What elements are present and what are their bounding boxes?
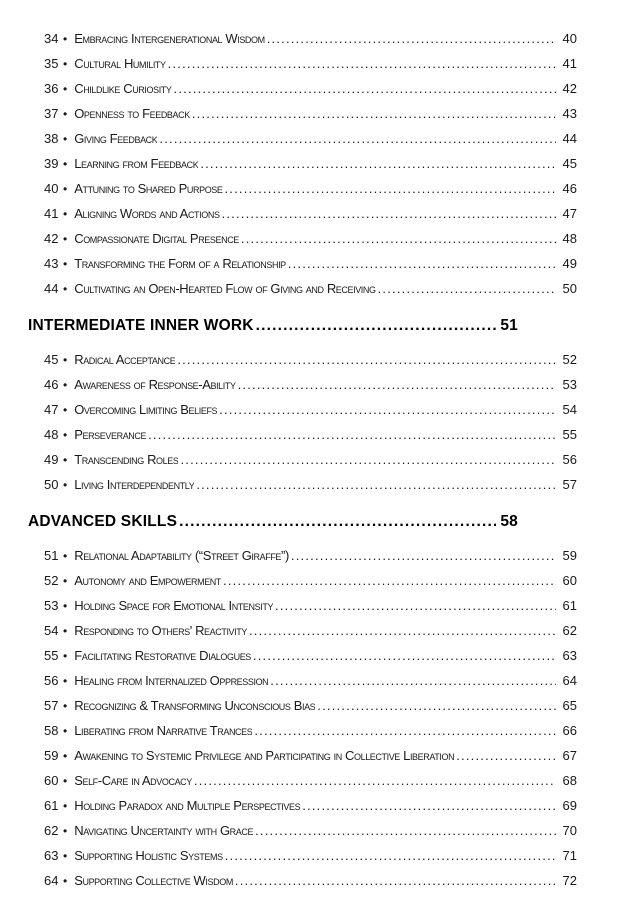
entry-title: Aligning Words and Actions (74, 206, 220, 221)
dot-leader (291, 543, 556, 568)
dot-leader (456, 743, 556, 768)
bullet-icon: • (63, 649, 68, 663)
entry-number: 48 (44, 427, 59, 442)
bullet-icon: • (63, 549, 68, 563)
entry-page-number: 41 (562, 56, 577, 71)
entry-title: Responding to Others' Reactivity (74, 623, 247, 638)
entry-page-number: 50 (562, 281, 577, 296)
toc-entry[interactable] (28, 226, 577, 251)
bullet-icon: • (63, 132, 68, 146)
entry-page-number: 69 (562, 798, 577, 813)
entry-number: 43 (44, 256, 59, 271)
entry-page-number: 54 (562, 402, 577, 417)
dot-leader (378, 276, 556, 301)
entry-page-number: 44 (562, 131, 577, 146)
entry-title: Recognizing & Transforming Unconscious Bias (74, 698, 316, 713)
bullet-icon: • (63, 874, 68, 888)
entry-number: 63 (44, 848, 59, 863)
bullet-icon: • (63, 428, 68, 442)
entry-number: 62 (44, 823, 59, 838)
dot-leader (267, 26, 556, 51)
entry-title: Attuning to Shared Purpose (74, 181, 223, 196)
entry-number: 51 (44, 548, 59, 563)
toc-entry[interactable] (28, 868, 577, 893)
entry-page-number: 67 (562, 748, 577, 763)
dot-leader (174, 76, 556, 101)
entry-number: 41 (44, 206, 59, 221)
entry-title: Compassionate Digital Presence (74, 231, 239, 246)
bullet-icon: • (63, 32, 68, 46)
bullet-icon: • (63, 699, 68, 713)
bullet-icon: • (63, 453, 68, 467)
entry-page-number: 49 (562, 256, 577, 271)
entry-title: Living Interdependently (74, 477, 195, 492)
toc-entry[interactable] (28, 422, 577, 447)
entry-title: Navigating Uncertainty with Grace (74, 823, 254, 838)
dot-leader (179, 509, 496, 535)
entry-title: Healing from Internalized Oppression (74, 673, 269, 688)
entry-number: 37 (44, 106, 59, 121)
entry-title: Overcoming Limiting Beliefs (74, 402, 218, 417)
toc-entry[interactable] (28, 793, 577, 818)
section-page-number: 58 (500, 513, 518, 530)
dot-leader (270, 668, 556, 693)
entry-page-number: 45 (562, 156, 577, 171)
toc-entry[interactable] (28, 643, 577, 668)
entry-page-number: 42 (562, 81, 577, 96)
toc-entry[interactable] (28, 372, 577, 397)
entry-number: 36 (44, 81, 59, 96)
entry-title: Learning from Feedback (74, 156, 199, 171)
entry-page-number: 43 (562, 106, 577, 121)
toc-entry[interactable] (28, 397, 577, 422)
dot-leader (168, 51, 556, 76)
bullet-icon: • (63, 378, 68, 392)
dot-leader (194, 768, 556, 793)
bullet-icon: • (63, 207, 68, 221)
bullet-icon: • (63, 674, 68, 688)
bullet-icon: • (63, 232, 68, 246)
dot-leader (225, 176, 557, 201)
toc-entry[interactable] (28, 568, 577, 593)
dot-leader (225, 843, 556, 868)
toc-entry[interactable] (28, 718, 577, 743)
entry-number: 39 (44, 156, 59, 171)
bullet-icon: • (63, 574, 68, 588)
entry-page-number: 62 (562, 623, 577, 638)
entry-number: 44 (44, 281, 59, 296)
toc-entry[interactable] (28, 543, 577, 568)
bullet-icon: • (63, 724, 68, 738)
entry-title: Holding Paradox and Multiple Perspectives (74, 798, 301, 813)
entry-number: 64 (44, 873, 59, 888)
dot-leader (238, 372, 556, 397)
entry-number: 38 (44, 131, 59, 146)
entry-page-number: 53 (562, 377, 577, 392)
toc-entry[interactable] (28, 276, 577, 301)
bullet-icon: • (63, 353, 68, 367)
bullet-icon: • (63, 403, 68, 417)
entry-number: 46 (44, 377, 59, 392)
entry-page-number: 59 (562, 548, 577, 563)
toc-entry[interactable] (28, 768, 577, 793)
dot-leader (180, 447, 556, 472)
entry-page-number: 71 (562, 848, 577, 863)
toc-entry[interactable] (28, 347, 577, 372)
entry-title: Autonomy and Empowerment (74, 573, 222, 588)
dot-leader (255, 818, 556, 843)
entry-page-number: 72 (562, 873, 577, 888)
dot-leader (222, 201, 556, 226)
bullet-icon: • (63, 799, 68, 813)
toc-list (28, 26, 577, 893)
bullet-icon: • (63, 82, 68, 96)
dot-leader (256, 313, 497, 339)
dot-leader (159, 126, 556, 151)
entry-title: Embracing Intergenerational Wisdom (74, 31, 265, 46)
entry-page-number: 57 (562, 477, 577, 492)
entry-number: 59 (44, 748, 59, 763)
toc-entry[interactable] (28, 472, 577, 497)
entry-title: Childlike Curiosity (74, 81, 172, 96)
bullet-icon: • (63, 824, 68, 838)
section-heading-label: INTERMEDIATE INNER WORK (28, 317, 254, 334)
entry-page-number: 68 (562, 773, 577, 788)
entry-page-number: 56 (562, 452, 577, 467)
entry-number: 47 (44, 402, 59, 417)
entry-number: 35 (44, 56, 59, 71)
entry-number: 53 (44, 598, 59, 613)
bullet-icon: • (63, 182, 68, 196)
toc-entry[interactable] (28, 151, 577, 176)
entry-number: 50 (44, 477, 59, 492)
entry-title: Awakening to Systemic Privilege and Participating in Collective Liberation (74, 748, 455, 763)
dot-leader (235, 868, 556, 893)
dot-leader (196, 472, 556, 497)
entry-page-number: 46 (562, 181, 577, 196)
toc-entry[interactable] (28, 76, 577, 101)
dot-leader (288, 251, 556, 276)
entry-page-number: 47 (562, 206, 577, 221)
bullet-icon: • (63, 624, 68, 638)
bullet-icon: • (63, 282, 68, 296)
entry-page-number: 70 (562, 823, 577, 838)
toc-entry[interactable] (28, 201, 577, 226)
entry-number: 56 (44, 673, 59, 688)
bullet-icon: • (63, 849, 68, 863)
entry-number: 34 (44, 31, 59, 46)
entry-number: 42 (44, 231, 59, 246)
dot-leader (219, 397, 556, 422)
bullet-icon: • (63, 599, 68, 613)
entry-title: Cultivating an Open-Hearted Flow of Giving and Receiving (74, 281, 376, 296)
entry-number: 61 (44, 798, 59, 813)
toc-entry[interactable] (28, 693, 577, 718)
entry-title: Liberating from Narrative Trances (74, 723, 253, 738)
entry-title: Cultural Humility (74, 56, 166, 71)
entry-page-number: 66 (562, 723, 577, 738)
dot-leader (275, 593, 556, 618)
entry-page-number: 55 (562, 427, 577, 442)
entry-number: 58 (44, 723, 59, 738)
entry-title: Awareness of Response-Ability (74, 377, 236, 392)
bullet-icon: • (63, 107, 68, 121)
entry-title: Facilitating Restorative Dialogues (74, 648, 251, 663)
bullet-icon: • (63, 749, 68, 763)
bullet-icon: • (63, 57, 68, 71)
bullet-icon: • (63, 157, 68, 171)
entry-page-number: 63 (562, 648, 577, 663)
entry-number: 45 (44, 352, 59, 367)
entry-title: Self-Care in Advocacy (74, 773, 192, 788)
toc-entry[interactable] (28, 668, 577, 693)
entry-number: 52 (44, 573, 59, 588)
entry-title: Transcending Roles (74, 452, 179, 467)
entry-page-number: 60 (562, 573, 577, 588)
toc-entry[interactable] (28, 447, 577, 472)
entry-number: 55 (44, 648, 59, 663)
toc-entry[interactable] (28, 743, 577, 768)
entry-number: 60 (44, 773, 59, 788)
entry-title: Supporting Collective Wisdom (74, 873, 233, 888)
entry-number: 40 (44, 181, 59, 196)
entry-title: Supporting Holistic Systems (74, 848, 223, 863)
dot-leader (200, 151, 556, 176)
dot-leader (177, 347, 556, 372)
entry-number: 49 (44, 452, 59, 467)
entry-page-number: 52 (562, 352, 577, 367)
dot-leader (302, 793, 556, 818)
bullet-icon: • (63, 774, 68, 788)
toc-entry[interactable] (28, 101, 577, 126)
entry-title: Transforming the Form of a Relationship (74, 256, 286, 271)
bullet-icon: • (63, 257, 68, 271)
toc-section-heading[interactable] (28, 509, 577, 535)
toc-entry[interactable] (28, 593, 577, 618)
dot-leader (254, 718, 556, 743)
entry-title: Radical Acceptance (74, 352, 176, 367)
toc-entry[interactable] (28, 126, 577, 151)
dot-leader (249, 618, 556, 643)
bullet-icon: • (63, 478, 68, 492)
dot-leader (253, 643, 556, 668)
entry-page-number: 48 (562, 231, 577, 246)
entry-title: Perseverance (74, 427, 147, 442)
entry-title: Relational Adaptability (“Street Giraffe”) (74, 548, 289, 563)
entry-page-number: 65 (562, 698, 577, 713)
entry-title: Giving Feedback (74, 131, 158, 146)
entry-number: 54 (44, 623, 59, 638)
section-heading-label: ADVANCED SKILLS (28, 513, 178, 530)
toc-entry[interactable] (28, 818, 577, 843)
dot-leader (148, 422, 556, 447)
dot-leader (192, 101, 556, 126)
entry-page-number: 40 (562, 31, 577, 46)
toc-section-heading[interactable] (28, 313, 577, 339)
entry-number: 57 (44, 698, 59, 713)
dot-leader (241, 226, 556, 251)
section-page-number: 51 (500, 317, 518, 334)
toc-entry[interactable] (28, 26, 577, 51)
toc-entry[interactable] (28, 251, 577, 276)
dot-leader (223, 568, 556, 593)
entry-title: Holding Space for Emotional Intensity (74, 598, 274, 613)
toc-entry[interactable] (28, 176, 577, 201)
toc-entry[interactable] (28, 843, 577, 868)
toc-entry[interactable] (28, 51, 577, 76)
toc-entry[interactable] (28, 618, 577, 643)
entry-page-number: 64 (562, 673, 577, 688)
dot-leader (317, 693, 556, 718)
entry-title: Openness to Feedback (74, 106, 190, 121)
entry-page-number: 61 (562, 598, 577, 613)
